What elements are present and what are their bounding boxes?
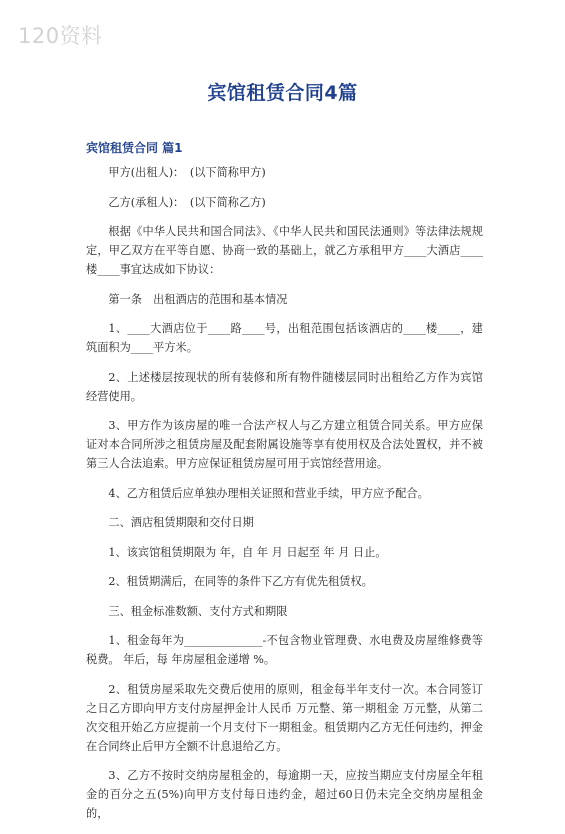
clause-3-3: 3、乙方不按时交纳房屋租金的，每逾期一天，应按当期应支付房屋全年租金的百分之五(5%)向甲方支付每日违约金，超过60日仍未完全交纳房屋租金的， [86, 769, 483, 820]
clause-3-2: 2、租赁房屋采取先交费后使用的原则，租金每半年支付一次。本合同签订之日乙方即向甲方支付房屋押金计人民币 万元整、第一期租金 万元整，从第二次交租开始乙方应提前一个月支付下一期租金。租赁期内乙方无任何违约，押金在合同终止后甲方全额不计息退给乙方。 [86, 682, 483, 753]
clause-1-2: 2、上述楼层按现状的所有装修和所有物件随楼层同时出租给乙方作为宾馆经营使用。 [86, 370, 483, 403]
clause-2-2: 2、租赁期满后，在同等的条件下乙方有优先租赁权。 [108, 575, 373, 588]
clause-3-1: 1、租金每年为______________-不包含物业管理费、水电费及房屋维修费等税费。 年后，每 年房屋租金递增 %。 [86, 634, 483, 666]
watermark-logo: 120资料 [18, 24, 103, 48]
document-title: 宾馆租赁合同4篇 [207, 82, 358, 104]
clause-2-1: 1、该宾馆租赁期限为 年，自 年 月 日起至 年 月 日止。 [108, 545, 387, 559]
article-2-heading: 二、酒店租赁期限和交付日期 [108, 516, 254, 529]
article-1-heading: 第一条 出租酒店的范围和基本情况 [108, 292, 288, 306]
clause-1-1: 1、____大酒店位于____路____号，出租范围包括该酒店的____楼____，建筑面积为____平方米。 [86, 322, 483, 354]
document-body [86, 163, 483, 834]
clause-1-4: 4、乙方租赁后应单独办理相关证照和营业手续，甲方应予配合。 [108, 486, 429, 500]
party-a-line: 甲方(出租人)： (以下简称甲方) [108, 166, 266, 179]
preamble-paragraph: 根据《中华人民共和国合同法》、《中华人民共和国民法通则》等法律法规规定，甲乙双方在平等自愿、协商一致的基础上，就乙方承租甲方____大酒店____楼____事宜达成如下协议： [86, 225, 483, 276]
section-heading: 宾馆租赁合同 篇1 [86, 141, 183, 155]
party-b-line: 乙方(承租人)： (以下简称乙方) [108, 195, 266, 209]
clause-1-3: 3、甲方作为该房屋的唯一合法产权人与乙方建立租赁合同关系。甲方应保证对本合同所涉之租赁房屋及配套附属设施等享有使用权及合法处置权，并不被第三人合法追索。甲方应保证租赁房屋可用于宾馆经营用途。 [86, 419, 483, 470]
article-3-heading: 三、租金标准数额、支付方式和期限 [108, 604, 288, 618]
